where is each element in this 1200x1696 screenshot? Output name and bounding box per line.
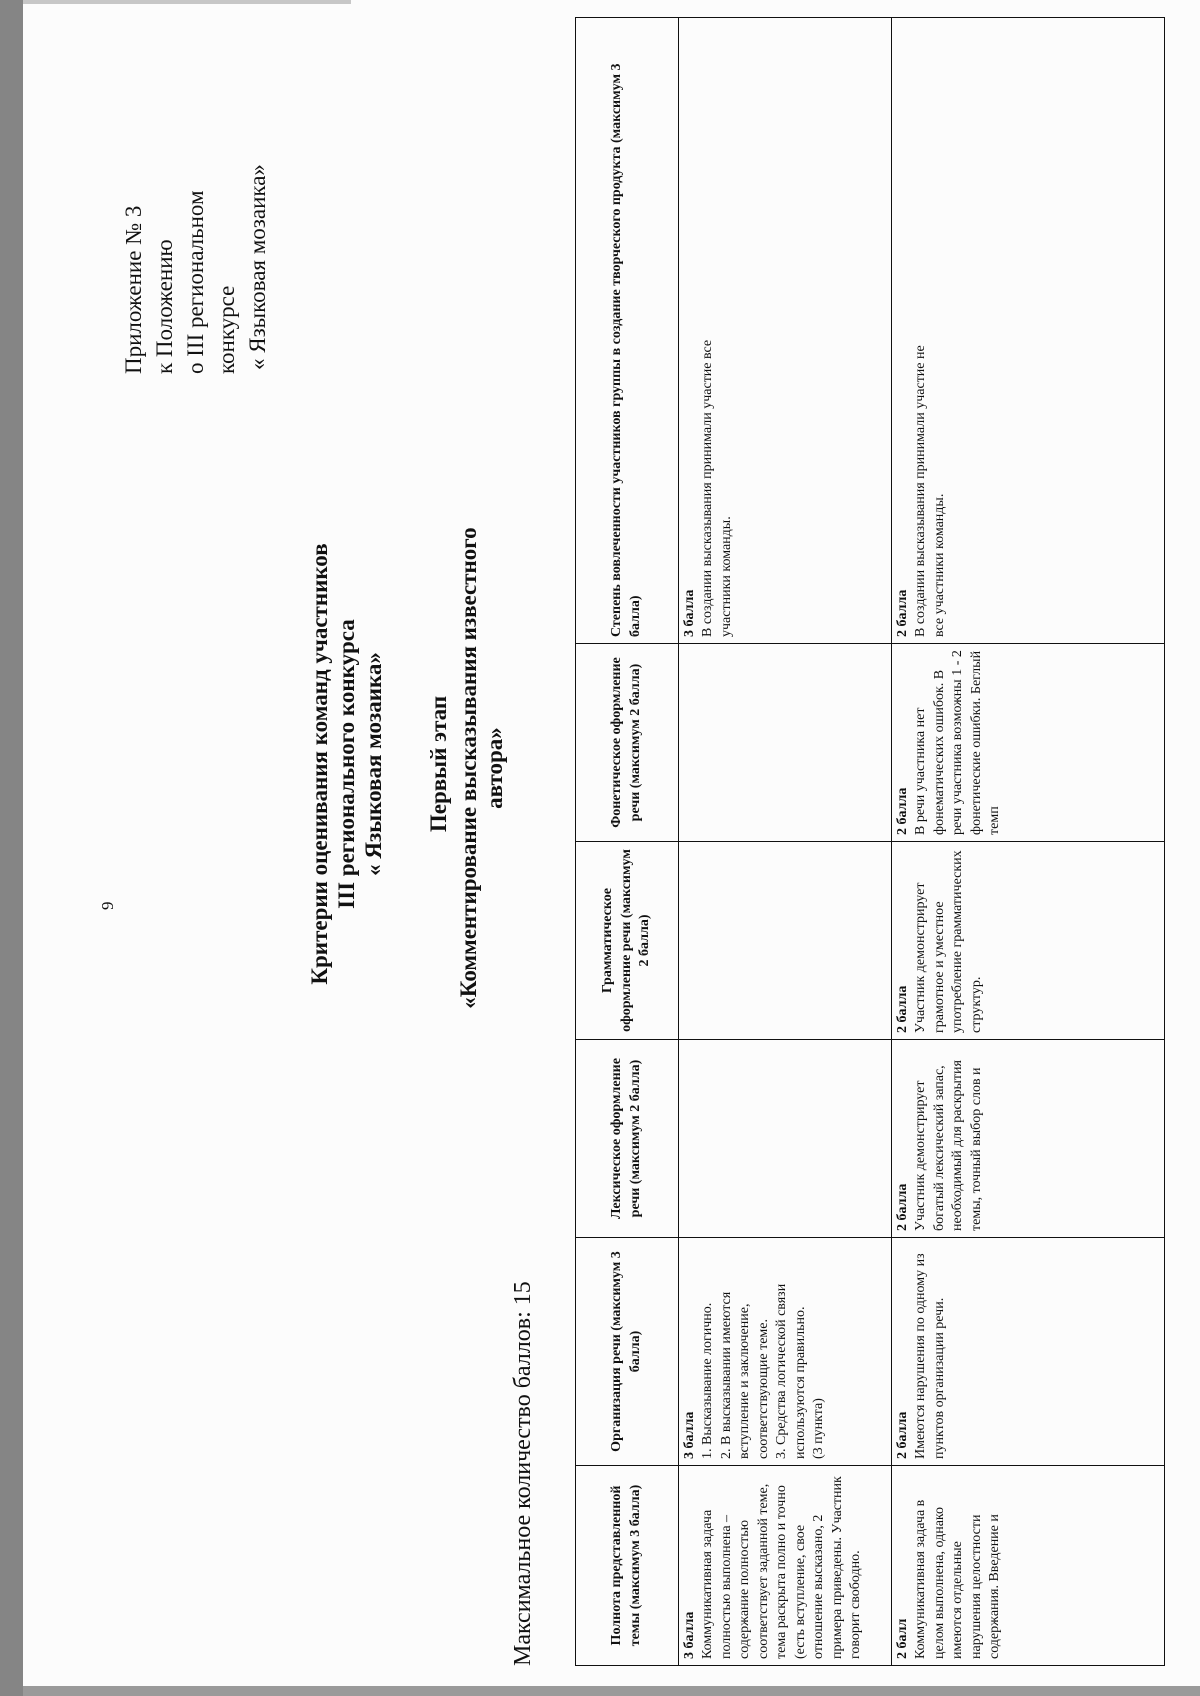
cell-text: Имеются нарушения по одному из пунктов организации речи. bbox=[913, 1253, 947, 1459]
table-cell bbox=[678, 1238, 891, 1466]
header-cell: Организация речи (максимум 3 балла) bbox=[576, 1238, 679, 1466]
document-title bbox=[306, 384, 387, 1144]
table-cell bbox=[891, 18, 1164, 644]
cell-points: 2 балл bbox=[894, 1618, 910, 1659]
stage-subtitle: «Комментирование высказывания известного автора» bbox=[456, 527, 507, 1009]
table-cell bbox=[891, 1040, 1164, 1238]
appendix-line: конкурсе bbox=[214, 285, 239, 374]
cell-text: Участник демонстрирует богатый лексический запас, необходимый для раскрытия темы, точный выбор слов и bbox=[913, 1060, 984, 1231]
appendix-line: к Положению bbox=[152, 239, 177, 374]
table-cell bbox=[678, 842, 891, 1040]
table-cell bbox=[678, 1466, 891, 1666]
appendix-line: о III региональном bbox=[183, 190, 208, 374]
cell-text: Коммуникативная задача в целом выполнена, однако имеются отдельные нарушения целостности содержания. Введение и bbox=[913, 1499, 1003, 1659]
cell-text: Участник демонстрирует грамотное и уместное употребление грамматических структур. bbox=[913, 850, 984, 1033]
cell-text: Коммуникативная задача полностью выполнена – содержание полностью соответствует заданной теме, тема раскрыта полно и точно (есть вступление, свое отношение высказано, 2 примера приведены. Участник говорит свободно. bbox=[700, 1476, 864, 1659]
table-cell bbox=[891, 644, 1164, 842]
cell-text: В создании высказывания принимали участие не все участники команды. bbox=[913, 345, 947, 637]
criteria-table bbox=[575, 17, 1165, 1666]
cell-text: В речи участника нет фонематических ошибок. В речи участника возможны 1 - 2 фонетические ошибки. Беглый темп bbox=[913, 650, 1003, 835]
cell-points: 3 балла bbox=[681, 1611, 697, 1659]
table-cell bbox=[891, 1238, 1164, 1466]
header-cell: Полнота представленной темы (максимум 3 балла) bbox=[576, 1466, 679, 1666]
appendix-block bbox=[118, 164, 273, 374]
table-cell bbox=[678, 644, 891, 842]
table-cell bbox=[891, 842, 1164, 1040]
cell-points: 2 балла bbox=[894, 787, 910, 835]
table-row bbox=[678, 18, 891, 1666]
header-cell: Степень вовлеченности участников группы в создание творческого продукта (максимум 3 балла) bbox=[576, 18, 679, 644]
header-cell: Фонетическое оформление речи (максимум 2 балла) bbox=[576, 644, 679, 842]
title-line: « Языковая мозаика» bbox=[361, 652, 386, 876]
table-row bbox=[891, 18, 1164, 1666]
cell-points: 2 балла bbox=[894, 1183, 910, 1231]
cell-points: 3 балла bbox=[681, 1411, 697, 1459]
max-score-line: Максимальное количество баллов: 15 bbox=[510, 1281, 536, 1666]
cell-points: 2 балла bbox=[894, 589, 910, 637]
title-line: Критерии оценивания команд участников bbox=[307, 543, 332, 985]
header-cell: Грамматическое оформление речи (максимум 2 балла) bbox=[576, 842, 679, 1040]
cell-points: 2 балла bbox=[894, 1411, 910, 1459]
appendix-line: Приложение № 3 bbox=[121, 205, 146, 374]
cell-points: 3 балла bbox=[681, 589, 697, 637]
cell-text: 1. Высказывание логично. 2. В высказывании имеются вступление и заключение, соответствующие теме. 3. Средства логической связи используются правильно. (3 пункта) bbox=[700, 1283, 827, 1459]
appendix-line: « Языковая мозаика» bbox=[245, 164, 270, 370]
cell-points: 2 балла bbox=[894, 985, 910, 1033]
table-cell bbox=[678, 1040, 891, 1238]
page-number: 9 bbox=[98, 901, 117, 910]
stage-title: Первый этап bbox=[426, 695, 451, 833]
table-header-row bbox=[576, 18, 679, 1666]
header-cell: Лексическое оформление речи (максимум 2 балла) bbox=[576, 1040, 679, 1238]
title-line: III регионального конкурса bbox=[334, 619, 359, 909]
table-cell bbox=[678, 18, 891, 644]
cell-text: В создании высказывания принимали участие все участники команды. bbox=[700, 339, 734, 637]
table-cell bbox=[891, 1466, 1164, 1666]
